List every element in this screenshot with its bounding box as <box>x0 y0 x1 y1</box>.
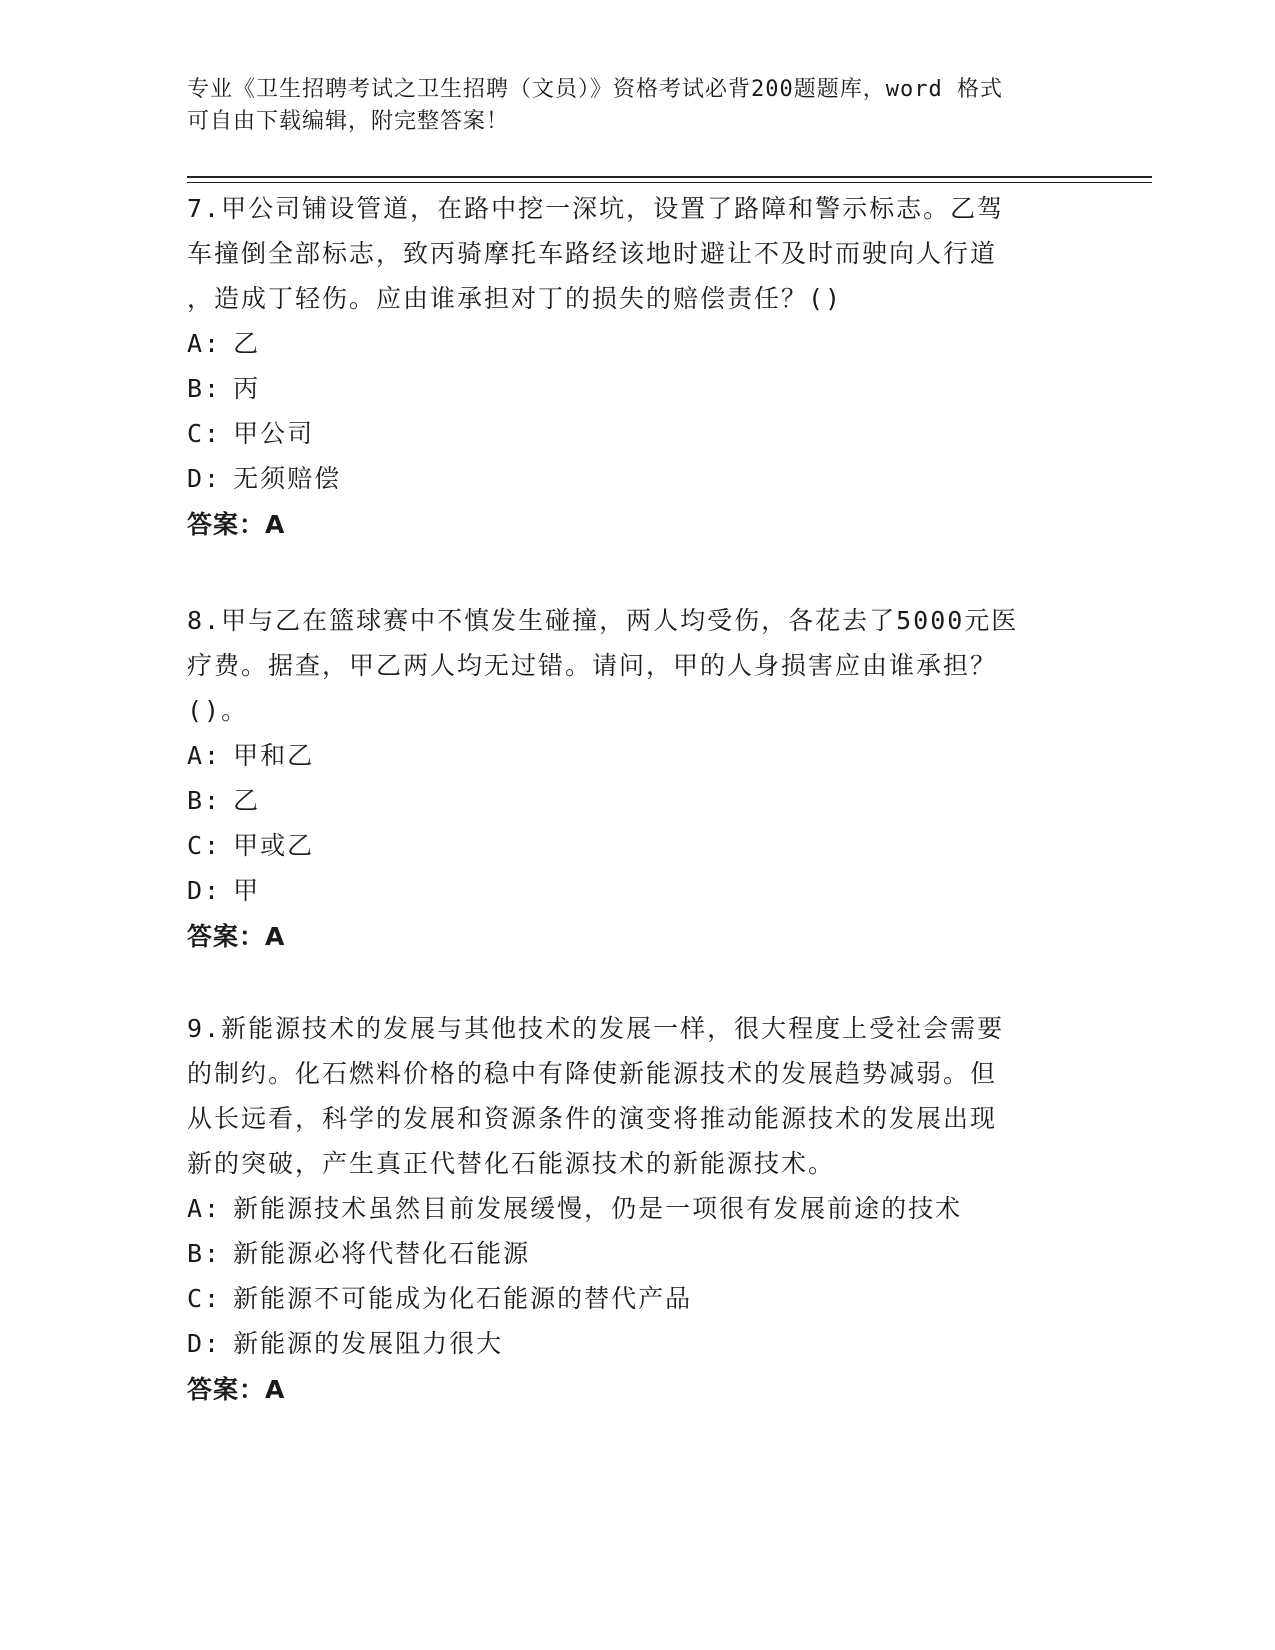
option-b <box>187 778 1067 823</box>
question-text-line: 的制约。化石燃料价格的稳中有降使新能源技术的发展趋势减弱。但 <box>187 1059 998 1088</box>
option-text: 乙 <box>233 329 261 358</box>
option-c <box>187 823 1067 868</box>
question-text-line: ()。 <box>187 696 249 725</box>
option-key: C: <box>187 1284 222 1313</box>
question-text-line: 8.甲与乙在篮球赛中不慎发生碰撞，两人均受伤，各花去了5000元医 <box>187 606 1019 635</box>
option-text: 丙 <box>233 374 261 403</box>
question-text-line: 疗费。据查，甲乙两人均无过错。请问，甲的人身损害应由谁承担？ <box>187 651 998 680</box>
option-key: A: <box>187 329 222 358</box>
option-b <box>187 1231 1067 1276</box>
question-text-line: ，造成丁轻伤。应由谁承担对丁的损失的赔偿责任？() <box>187 284 843 313</box>
option-d <box>187 1321 1067 1366</box>
option-key: B: <box>187 374 222 403</box>
question-text-line: 7.甲公司铺设管道，在路中挖一深坑，设置了路障和警示标志。乙驾 <box>187 194 1005 223</box>
option-text: 新能源必将代替化石能源 <box>233 1239 531 1268</box>
answer-line: 答案：A <box>187 922 286 951</box>
option-key: D: <box>187 1329 222 1358</box>
answer-line: 答案：A <box>187 1375 286 1404</box>
option-text: 新能源的发展阻力很大 <box>233 1329 504 1358</box>
option-text: 甲和乙 <box>233 741 315 770</box>
option-text: 无须赔偿 <box>233 464 342 493</box>
option-a <box>187 733 1067 778</box>
option-c <box>187 1276 1067 1321</box>
option-text: 新能源技术虽然目前发展缓慢，仍是一项很有发展前途的技术 <box>233 1194 963 1223</box>
option-key: D: <box>187 876 222 905</box>
question-text-line: 从长远看，科学的发展和资源条件的演变将推动能源技术的发展出现 <box>187 1104 998 1133</box>
option-c <box>187 411 1067 456</box>
option-key: B: <box>187 786 222 815</box>
header-line: 可自由下载编辑，附完整答案！ <box>187 109 510 134</box>
option-text: 新能源不可能成为化石能源的替代产品 <box>233 1284 693 1313</box>
document-header <box>187 74 1067 138</box>
option-text: 甲或乙 <box>233 831 315 860</box>
option-key: B: <box>187 1239 222 1268</box>
option-key: A: <box>187 1194 222 1223</box>
option-text: 甲公司 <box>233 419 315 448</box>
header-line: 专业《卫生招聘考试之卫生招聘（文员）》资格考试必背200题题库，word 格式 <box>187 77 1003 102</box>
option-a <box>187 321 1067 366</box>
question-block <box>187 1006 1067 1414</box>
option-key: D: <box>187 464 222 493</box>
option-d <box>187 868 1067 913</box>
question-text-line: 车撞倒全部标志，致丙骑摩托车路经该地时避让不及时而驶向人行道 <box>187 239 998 268</box>
question-block <box>187 598 1067 961</box>
question-block <box>187 186 1067 549</box>
option-key: C: <box>187 831 222 860</box>
option-key: C: <box>187 419 222 448</box>
option-d <box>187 456 1067 501</box>
question-text-line: 9.新能源技术的发展与其他技术的发展一样，很大程度上受社会需要 <box>187 1014 1005 1043</box>
question-text-line: 新的突破，产生真正代替化石能源技术的新能源技术。 <box>187 1149 836 1178</box>
header-divider-thin <box>187 182 1152 183</box>
answer-line: 答案：A <box>187 510 286 539</box>
option-b <box>187 366 1067 411</box>
option-a <box>187 1186 1067 1231</box>
header-divider <box>187 176 1152 178</box>
option-key: A: <box>187 741 222 770</box>
option-text: 乙 <box>233 786 261 815</box>
option-text: 甲 <box>233 876 261 905</box>
